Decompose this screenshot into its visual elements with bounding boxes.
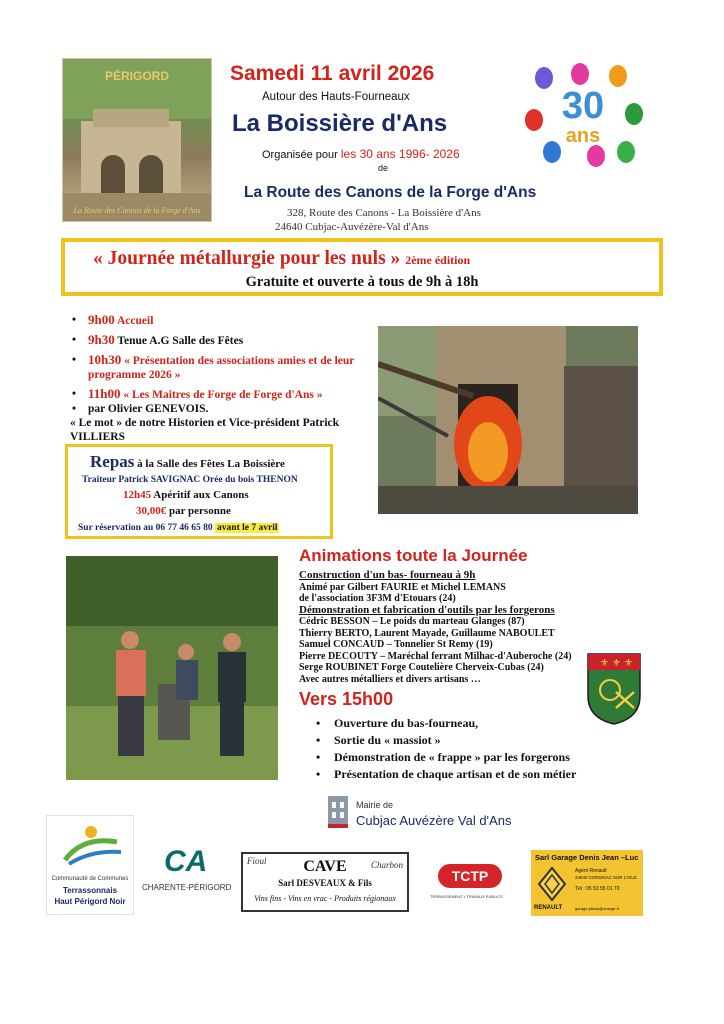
price-value: 30,00€ [136, 505, 167, 517]
program-item [70, 313, 380, 328]
program-text: Tenue A.G Salle des Fêtes [117, 335, 244, 347]
animations-line: Samuel CONCAUD – Tonnelier St Remy (19) [299, 639, 493, 650]
hauts-fourneaux-photo [62, 58, 212, 222]
cave-charbon: Charbon [370, 860, 403, 870]
organised-prefix: Organisée pour [262, 149, 338, 161]
event-place: La Boissière d'Ans [232, 110, 448, 137]
banner-title-line [93, 248, 470, 270]
reservation-phone: Sur réservation au 06 77 46 65 80 [78, 523, 213, 533]
lunch-place: à la Salle des Fêtes La Boissière [137, 458, 285, 470]
credit-agricole-logo [142, 845, 238, 900]
garage-agent: Agent Renault [575, 868, 607, 874]
animations-line: Serge ROUBINET Forge Coutelière Cherveix-Cubas (24) [299, 662, 544, 673]
animations-line: Démonstration et fabrication d'outils par les forgerons [299, 603, 555, 616]
furnace-illustration [63, 59, 211, 221]
program-text: « Les Maitres de Forge de Forge d'Ans » [123, 389, 323, 401]
event-subtitle: Autour des Hauts-Fourneaux [262, 91, 410, 103]
program-historian: « Le mot » de notre Historien et Vice-président Patrick VILLIERS [70, 417, 340, 443]
svg-text:⚜: ⚜ [612, 658, 621, 669]
price-line [136, 505, 231, 517]
garage-brand: RENAULT [534, 905, 563, 911]
program-text: Accueil [116, 315, 154, 327]
ca-logo-mark: CA [164, 845, 208, 878]
garage-title: Sarl Garage Denis Jean –Luc [535, 853, 639, 862]
renault-diamond-icon [537, 866, 567, 902]
program-time: 9h00 [88, 312, 115, 327]
program-list [70, 313, 380, 449]
cave-fioul: Fioul [247, 856, 267, 866]
de-label: de [378, 163, 389, 173]
animations-line: Cédric BESSON – Le poids du marteau Glanges (87) [299, 616, 525, 627]
mairie-line-2: Cubjac Auvézère Val d'Ans [356, 813, 512, 828]
program-text: « Présentation des associations amies et de leur programme 2026 » [88, 355, 355, 381]
community-line-2: Terrassonnais [62, 886, 118, 895]
animations-line: Pierre DECOUTY – Maréchal ferrant Milhac-d'Auberoche (24) [299, 650, 572, 662]
afternoon-item: • Ouverture du bas-fourneau, [316, 715, 636, 732]
afternoon-item: • Démonstration de « frappe » par les forgerons [316, 749, 636, 766]
program-item [70, 353, 380, 382]
organised-line [262, 147, 460, 161]
reservation-line [78, 523, 279, 533]
lunch-heading [90, 452, 285, 472]
aperitif-line [123, 489, 249, 501]
community-emblem-icon [47, 820, 133, 868]
afternoon-title: Vers 15h00 [299, 689, 394, 709]
event-date: Samedi 11 avril 2026 [230, 62, 435, 85]
anniversary-number: 30 [561, 85, 605, 127]
tctp-logo [430, 860, 506, 904]
animations-line: Avec autres métalliers et divers artisans … [299, 673, 481, 685]
animations-line: Construction d'un bas- fourneau à 9h [299, 569, 476, 581]
tctp-subtitle: TERRASSEMENT • TRAVAUX PUBLICS [430, 894, 503, 899]
animations-line: Thierry BERTO, Laurent Mayade, Guillaume NABOULET [299, 627, 555, 639]
reservation-deadline: avant le 7 avril [217, 523, 278, 533]
aperitif-label: Apéritif aux Canons [153, 489, 249, 501]
community-line-3: Haut Périgord Noir [54, 897, 126, 906]
cave-desveaux-logo [241, 852, 409, 912]
mairie-line-1: Mairie de [356, 800, 394, 810]
program-time: 10h30 [88, 352, 122, 367]
svg-text:⚜: ⚜ [624, 658, 633, 669]
photo-label: PÉRIGORD [104, 69, 169, 83]
cave-title: CAVE [303, 858, 347, 875]
30-ans-balloons-logo [522, 62, 644, 174]
program-time: 9h30 [88, 332, 115, 347]
animations-line: de l'association 3F3M d'Etouars (24) [299, 593, 456, 604]
afternoon-list [316, 715, 636, 783]
aperitif-time: 12h45 [123, 489, 152, 501]
garage-phone: Tél : 05 53 55 01 70 [575, 886, 620, 892]
cave-tagline: Vins fins - Vins en vrac - Produits régionaux [254, 894, 396, 903]
address-line-1: 328, Route des Canons - La Boissière d'Ans [287, 207, 481, 219]
animations-list [299, 570, 619, 685]
afternoon-item: • Présentation de chaque artisan et de son métier [316, 766, 636, 783]
organised-years: les 30 ans 1996- 2026 [340, 147, 460, 161]
tctp-mark: TCTP [438, 864, 502, 888]
garage-email: garage.jdenis@orange.fr [575, 906, 620, 911]
program-item [70, 387, 380, 402]
program-speaker: par Olivier GENEVOIS. [88, 403, 209, 415]
organiser-name: La Route des Canons de la Forge d'Ans [244, 184, 537, 201]
garage-denis-logo [531, 850, 643, 916]
lunch-title: Repas [90, 452, 135, 471]
banner-free-entry: Gratuite et ouverte à tous de 9h à 18h [245, 274, 479, 290]
banner-edition: 2ème édition [405, 253, 471, 267]
address-line-2: 24640 Cubjac-Auvézère-Val d'Ans [275, 221, 429, 233]
town-hall-icon [326, 792, 350, 832]
cave-owner: Sarl DESVEAUX & Fils [278, 878, 372, 888]
blacksmiths-illustration [66, 556, 278, 780]
ca-name: CHARENTE-PÉRIGORD [142, 883, 232, 892]
furnace-fire-illustration [378, 326, 638, 514]
community-logo [46, 815, 134, 915]
banner-title: « Journée métallurgie pour les nuls » [93, 248, 401, 269]
garage-city: 24640 CORGNAC SUR L'ISLE [575, 875, 637, 880]
afternoon-item: • Sortie du « massiot » [316, 732, 636, 749]
price-unit: par personne [169, 505, 231, 517]
program-time: 11h00 [88, 386, 121, 401]
caterer: Traiteur Patrick SAVIGNAC Orée du bois THENON [82, 475, 298, 485]
photo-caption: La Route des Canons de la Forge d'Ans [73, 206, 201, 215]
animations-title: Animations toute la Journée [299, 546, 528, 565]
anniversary-word: ans [565, 125, 601, 147]
community-line-1: Communauté de Communes [51, 876, 129, 882]
svg-text:⚜: ⚜ [600, 658, 609, 669]
blacksmiths-photo [66, 556, 278, 780]
program-item-historian [70, 416, 380, 444]
event-banner [61, 238, 663, 296]
program-item-speaker [70, 402, 380, 416]
furnace-fire-photo [378, 326, 638, 514]
lunch-box [65, 444, 333, 539]
animations-line: Animé par Gilbert FAURIE et Michel LEMANS [299, 581, 506, 593]
program-item [70, 333, 380, 348]
